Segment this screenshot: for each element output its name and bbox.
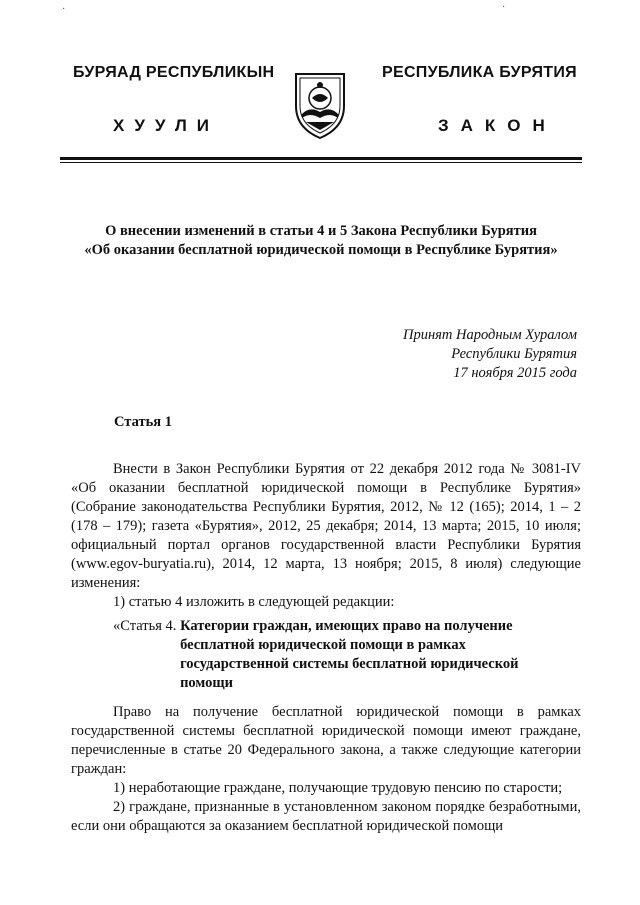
scan-mark: · [502,2,506,13]
article-4-heading [113,617,583,693]
header-right-subtitle: ЗАКОН [438,116,557,135]
header-right-title: РЕСПУБЛИКА БУРЯТИЯ [382,64,577,81]
adoption-note-line: Республики Бурятия [451,346,577,362]
law-title-line: «Об оказании бесплатной юридической помощи в Республике Бурятия» [84,242,558,258]
article-4-list-item: 1) неработающие граждане, получающие трудовую пенсию по старости; [113,780,563,796]
article-1-intro: Внести в Закон Республики Бурятия от 22 декабря 2012 года № 3081-IV «Об оказании бесплатной юридической помощи в Республике Бурятия» (Собрание законодательства Республики Бурятия, 2012, № 12 (165); 2014, 1 – 2 (178 – 179); газета «Бурятия», 2012, 25 декабря; 2014, 13 марта; 2015, 10 июля; официальный портал органов государственной власти Республики Бурятия (www.egov-buryatia.ru), 2014, 12 марта, 13 ноября; 2015, 8 июля) следующие изменения: [71,461,581,591]
article-4-body [71,703,581,836]
scan-mark: · [62,4,66,15]
law-title-line: О внесении изменений в статьи 4 и 5 Закона Республики Бурятия [105,223,537,239]
header-left-subtitle: ХУУЛИ [113,116,219,135]
law-title [60,222,582,260]
article-4-list-item: 2) граждане, признанные в установленном законом порядке безработными, если они обращаются за оказанием бесплатной юридической помощи [71,799,581,834]
buryatia-coat-of-arms-icon [290,68,350,140]
adoption-date: 17 ноября 2015 года [453,365,577,381]
adoption-note-line: Принят Народным Хуралом [402,327,577,343]
article-4-title: Категории граждан, имеющих право на получение бесплатной юридической помощи в рамках государственной системы бесплатной юридической помощи [180,618,519,691]
article-1-body [71,460,581,612]
article-1-item-1: 1) статью 4 изложить в следующей редакции: [113,594,395,610]
header-divider-thin [60,162,582,163]
article-4-prefix: «Статья 4. [113,618,177,634]
header-left-title: БУРЯАД РЕСПУБЛИКЫН [73,64,275,81]
article-4-paragraph: Право на получение бесплатной юридической помощи в рамках государственной системы бесплатной юридической помощи имеют граждане, перечисленные в статье 20 Федерального закона, а также следующие категории граждан: [71,704,581,777]
adoption-note [403,326,577,383]
header-divider-thick [60,157,582,160]
article-1-heading: Статья 1 [114,414,172,430]
